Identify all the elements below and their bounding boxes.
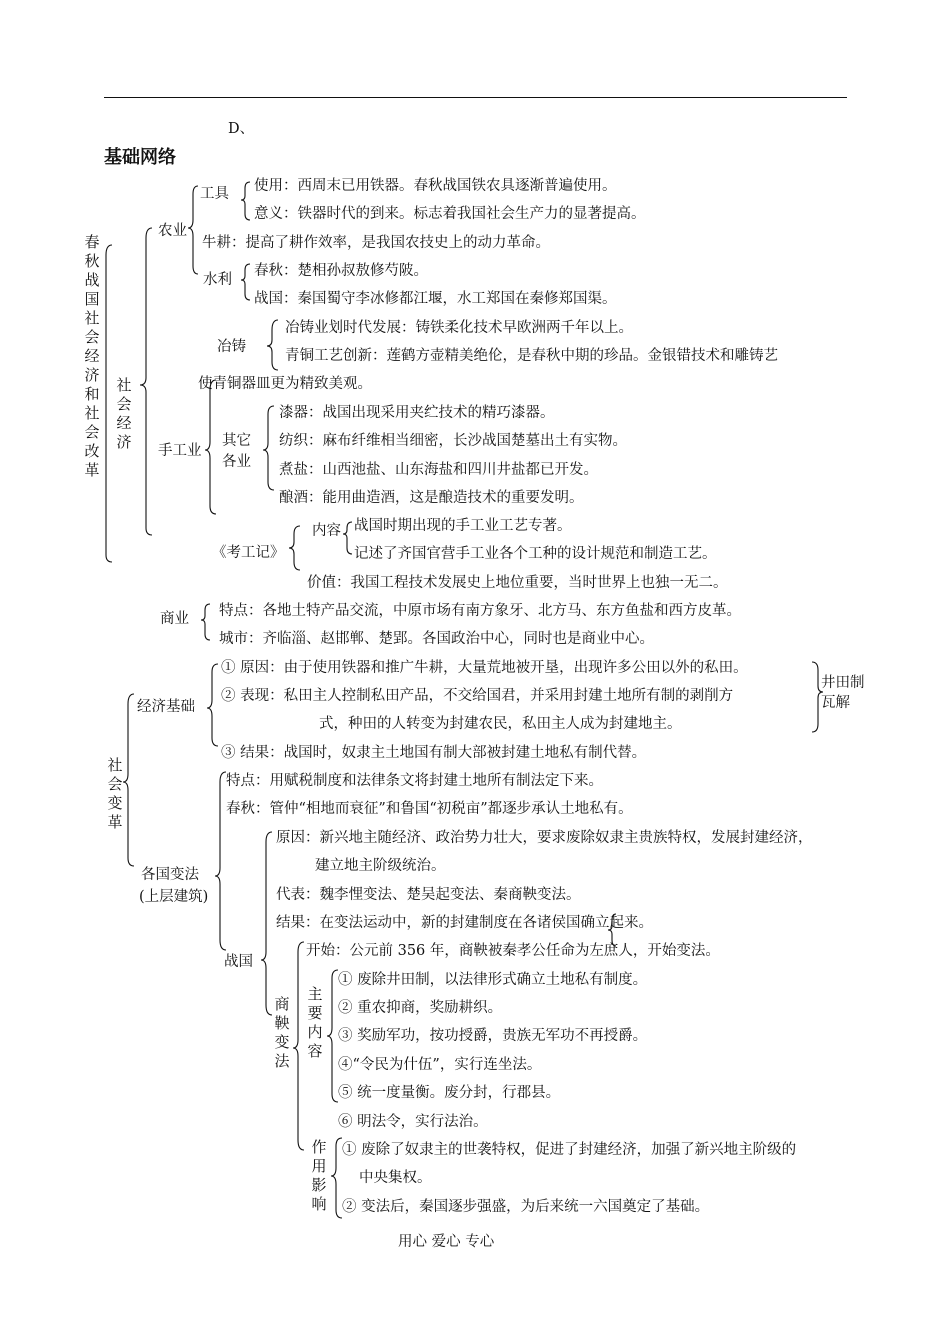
label-qita: 其它各业 xyxy=(222,433,251,470)
line-jingji-4: ③ 结果：战国时，奴隶主土地国有制大部被封建土地私有制代替。 xyxy=(221,745,647,761)
bracket-shehui-biange xyxy=(123,694,134,866)
label-gongju: 工具 xyxy=(200,186,229,202)
line-zhanguo-2: 建立地主阶级统治。 xyxy=(315,858,446,874)
line-neirong-3: ③ 奖励军功，按功授爵，贵族无军功不再授爵。 xyxy=(338,1028,648,1044)
bracket-jingji-jichu xyxy=(207,664,218,746)
line-shangye-1: 特点：各地土特产品交流，中原市场有南方象牙、北方马、东方鱼盐和西方皮革。 xyxy=(219,603,741,619)
line-qita-1: 漆器：战国出现采用夹纻技术的精巧漆器。 xyxy=(279,405,555,421)
line-shuili-2: 战国：秦国蜀守李冰修都江堰，水工郑国在秦修郑国渠。 xyxy=(254,291,617,307)
line-neirong-1: ① 废除井田制，以法律形式确立土地私有制度。 xyxy=(338,972,648,988)
bracket-kaogongji xyxy=(289,526,300,570)
section-title: 基础网络 xyxy=(104,147,176,168)
line-niugeng: 牛耕：提高了耕作效率，是我国农技史上的动力革命。 xyxy=(202,235,550,251)
line-yezhu-3: 使青铜器皿更为精致美观。 xyxy=(198,376,372,392)
label-geguo-sub: (上层建筑) xyxy=(139,889,209,905)
label-zhuyao: 主要内容 xyxy=(307,985,323,1060)
bracket-neirong xyxy=(343,522,352,554)
label-yezhu: 冶铸 xyxy=(217,339,246,355)
line-jingji-3: 式，种田的人转变为封建农民，私田主人成为封建地主。 xyxy=(319,716,682,732)
label-zuoyong: 作用影响 xyxy=(311,1138,327,1213)
line-bianfa-1: 特点：用赋税制度和法律条文将封建土地所有制法定下来。 xyxy=(226,773,603,789)
line-gongju-1: 使用：西周末已用铁器。春秋战国铁农具逐渐普遍使用。 xyxy=(254,178,617,194)
label-jingtian: 井田制瓦解 xyxy=(821,675,865,711)
line-neirong-5: ⑤ 统一度量衡。废分封，行郡县。 xyxy=(338,1085,561,1101)
line-neirong-2: ② 重农抑商，奖励耕织。 xyxy=(338,1000,503,1016)
line-zuoyong-3: ② 变法后，秦国逐步强盛，为后来统一六国奠定了基础。 xyxy=(342,1199,710,1215)
bracket-root xyxy=(106,245,112,562)
bracket-gongju xyxy=(241,182,250,220)
label-shehui-biange: 社会变革 xyxy=(107,756,123,831)
label-shuili: 水利 xyxy=(203,272,232,288)
line-qita-2: 纺织：麻布纤维相当细密，长沙战国楚墓出土有实物。 xyxy=(279,433,627,449)
top-label: D、 xyxy=(228,121,255,137)
bracket-yezhu xyxy=(267,320,278,370)
bracket-nongye xyxy=(188,186,198,274)
line-zhanguo-1: 原因：新兴地主随经济、政治势力壮大，要求废除奴隶主贵族特权，发展封建经济， xyxy=(276,830,813,846)
bracket-shangyang xyxy=(293,942,304,1150)
line-qita-3: 煮盐：山西池盐、山东海盐和四川井盐都已开发。 xyxy=(279,462,598,478)
bracket-shougongye xyxy=(205,380,216,514)
page-footer: 用心 爱心 专心 xyxy=(398,1234,495,1250)
line-shangye-2: 城市：齐临淄、赵邯郸、楚郢。各国政治中心，同时也是商业中心。 xyxy=(219,631,654,647)
line-qita-4: 酿酒：能用曲造酒，这是酿造技术的重要发明。 xyxy=(279,490,584,506)
line-shangyang-start: 开始：公元前 356 年，商鞅被秦孝公任命为左庶人，开始变法。 xyxy=(306,943,720,959)
bracket-zhanguo xyxy=(261,832,272,1015)
bracket-shangye xyxy=(201,604,210,640)
line-bianfa-2: 春秋：管仲“相地而衰征”和鲁国“初税亩”都逐步承认土地私有。 xyxy=(226,801,633,817)
line-zuoyong-1: ① 废除了奴隶主的世袭特权，促进了封建经济，加强了新兴地主阶级的 xyxy=(342,1142,797,1158)
label-shangyang: 商鞅变法 xyxy=(274,995,290,1070)
line-zhanguo-3: 代表：魏李悝变法、楚吴起变法、秦商鞅变法。 xyxy=(276,887,581,903)
line-zuoyong-2: 中央集权。 xyxy=(359,1170,432,1186)
label-shougongye: 手工业 xyxy=(158,443,202,459)
line-gongju-2: 意义：铁器时代的到来。标志着我国社会生产力的显著提高。 xyxy=(254,206,646,222)
bracket-zhuyao xyxy=(327,970,338,1102)
label-kaogongji: 《考工记》 xyxy=(212,545,285,561)
line-shuili-1: 春秋：楚相孙叔敖修芍陂。 xyxy=(254,263,428,279)
line-yezhu-2: 青铜工艺创新：莲鹤方壶精美绝伦，是春秋中期的珍品。金银错技术和雕铸艺 xyxy=(285,348,778,364)
line-zhanguo-4: 结果：在变法运动中，新的封建制度在各诸侯国确立起来。 xyxy=(276,915,653,931)
bracket-shuili xyxy=(241,264,250,300)
line-neirong-6: ⑥ 明法令，实行法治。 xyxy=(338,1114,488,1130)
label-shehui-jingji: 社会经济 xyxy=(116,376,132,451)
label-jingji-jichu: 经济基础 xyxy=(137,699,195,715)
label-chunqiu: 春秋战国社会经济和社会改革 xyxy=(84,233,100,479)
line-yezhu-1: 冶铸业划时代发展：铸铁柔化技术早欧洲两千年以上。 xyxy=(285,320,633,336)
label-nongye: 农业 xyxy=(158,223,187,239)
line-kaogong-2: 记述了齐国官营手工业各个工种的设计规范和制造工艺。 xyxy=(354,546,717,562)
bracket-zuoyong xyxy=(331,1138,342,1218)
line-kaogong-1: 战国时期出现的手工业工艺专著。 xyxy=(354,518,572,534)
label-geguo: 各国变法 xyxy=(141,867,199,883)
line-kaogong-3: 价值：我国工程技术发展史上地位重要，当时世界上也独一无二。 xyxy=(307,575,728,591)
bracket-shehui-jingji xyxy=(140,228,152,535)
label-neirong: 内容 xyxy=(312,523,341,539)
line-jingji-1: ① 原因：由于使用铁器和推广牛耕，大量荒地被开垦，出现许多公田以外的私田。 xyxy=(221,660,748,676)
label-zhanguo: 战国 xyxy=(224,954,253,970)
label-shangye: 商业 xyxy=(160,611,189,627)
line-neirong-4: ④“令民为什伍”，实行连坐法。 xyxy=(338,1057,542,1073)
bracket-geguo xyxy=(215,772,226,950)
line-jingji-2: ② 表现：私田主人控制私田产品，不交给国君，并采用封建土地所有制的剥削方 xyxy=(221,688,734,704)
bracket-qita xyxy=(263,406,274,490)
